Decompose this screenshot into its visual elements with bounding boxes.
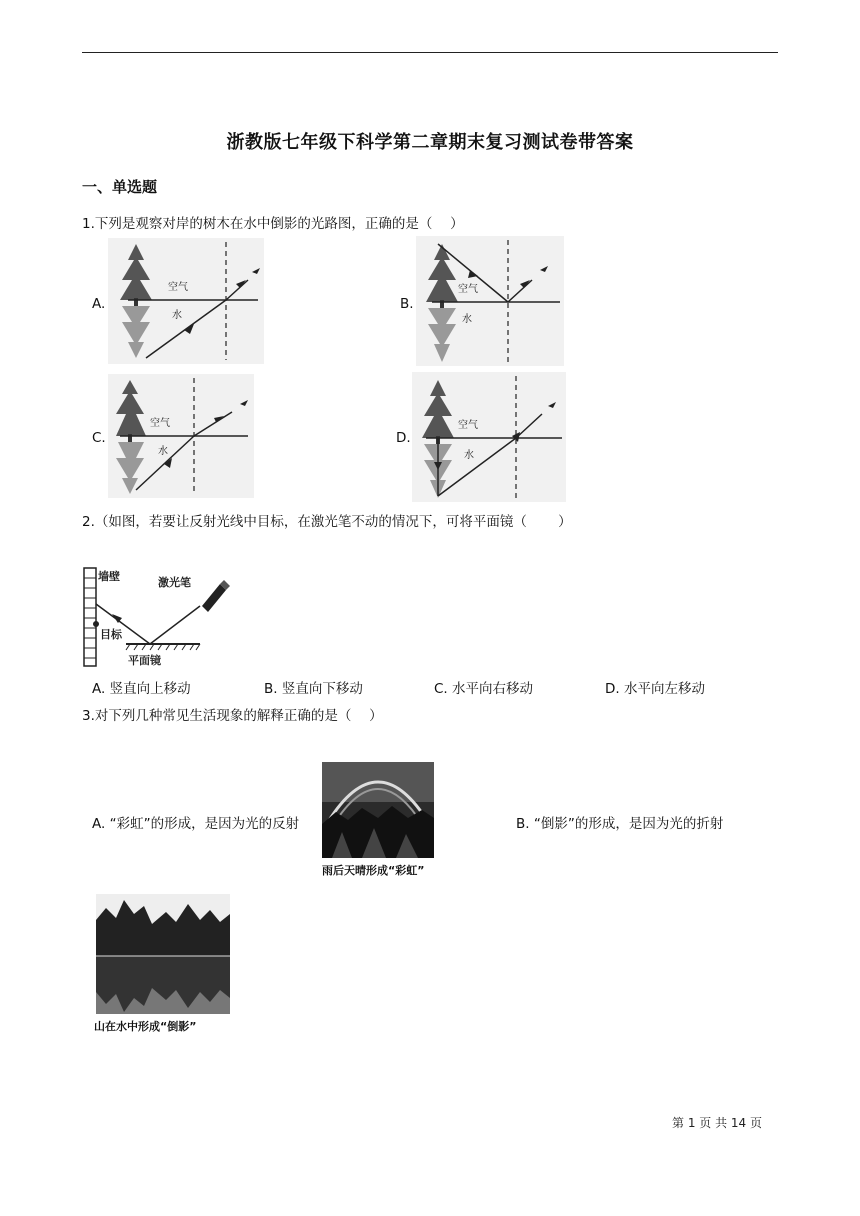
q1-option-c-label: C. xyxy=(92,430,106,446)
q1-option-d-diagram xyxy=(412,372,566,502)
question-1-text: 1.下列是观察对岸的树木在水中倒影的光路图，正确的是（ ） xyxy=(82,216,464,232)
section-heading: 一、单选题 xyxy=(82,178,158,196)
eye-icon xyxy=(252,268,260,274)
q2-option-a: A. 竖直向上移动 xyxy=(92,681,191,697)
q2-diagram xyxy=(82,566,242,670)
svg-text:空气: 空气 xyxy=(150,418,170,429)
caption-rainbow: 雨后天晴形成“彩虹” xyxy=(322,864,425,877)
page-number: 第 1 页 共 14 页 xyxy=(672,1116,762,1130)
svg-text:水: 水 xyxy=(158,446,168,457)
mirror-icon xyxy=(126,644,200,650)
svg-text:空气: 空气 xyxy=(458,284,478,295)
svg-text:水: 水 xyxy=(464,450,474,461)
page-title: 浙教版七年级下科学第二章期末复习测试卷带答案 xyxy=(226,132,634,153)
question-2-text: 2.（如图，若要让反射光线中目标，在激光笔不动的情况下，可将平面镜（ ） xyxy=(82,514,572,530)
question-3-text: 3.对下列几种常见生活现象的解释正确的是（ ） xyxy=(82,708,383,724)
caption-reflection: 山在水中形成“倒影” xyxy=(94,1020,197,1033)
tree-icon xyxy=(426,244,458,362)
q3-option-a: A. “彩虹”的形成，是因为光的反射 xyxy=(92,816,300,832)
laser-pen-icon xyxy=(202,580,230,612)
target-icon xyxy=(93,621,99,627)
q1-option-b-label: B. xyxy=(400,296,414,312)
q2-option-c: C. 水平向右移动 xyxy=(434,681,534,697)
svg-text:空气: 空气 xyxy=(458,420,478,431)
header-rule xyxy=(82,52,778,53)
svg-text:空气: 空气 xyxy=(168,282,188,293)
q3-rainbow-photo xyxy=(322,762,434,858)
q1-option-a-diagram xyxy=(108,238,264,364)
eye-icon xyxy=(540,266,548,272)
svg-text:激光笔: 激光笔 xyxy=(158,576,191,589)
q2-option-b: B. 竖直向下移动 xyxy=(264,681,363,697)
q1-option-a-label: A. xyxy=(92,296,106,312)
svg-text:水: 水 xyxy=(172,310,182,321)
q1-option-c-diagram xyxy=(108,374,254,498)
q1-option-b-diagram xyxy=(416,236,564,366)
q3-reflection-photo xyxy=(96,894,230,1014)
q3-option-b: B. “倒影”的形成，是因为光的折射 xyxy=(516,816,724,832)
tree-icon xyxy=(120,244,152,358)
svg-text:水: 水 xyxy=(462,314,472,325)
tree-icon xyxy=(116,380,146,494)
q1-option-d-label: D. xyxy=(396,430,411,446)
q2-option-d: D. 水平向左移动 xyxy=(605,681,705,697)
eye-icon xyxy=(240,400,248,406)
svg-text:平面镜: 平面镜 xyxy=(128,654,161,667)
svg-text:墙壁: 墙壁 xyxy=(98,570,120,583)
eye-icon xyxy=(548,402,556,408)
svg-text:目标: 目标 xyxy=(100,628,122,641)
wall-icon xyxy=(84,568,96,666)
